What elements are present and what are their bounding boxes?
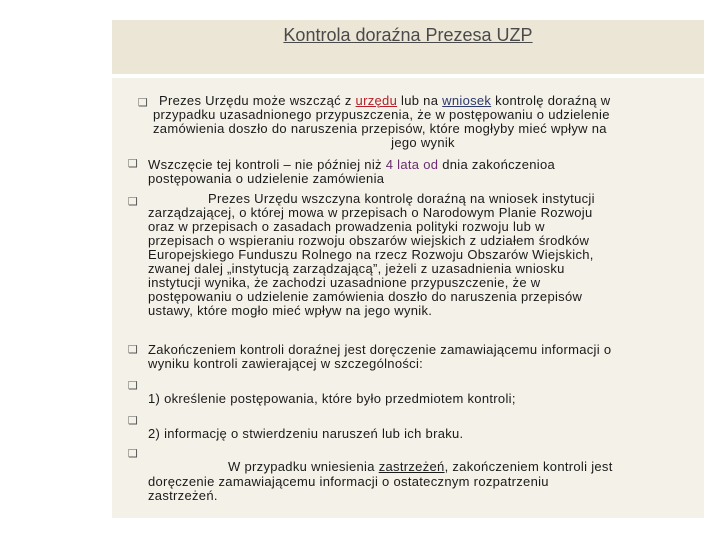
text: W przypadku wniesienia: [228, 459, 379, 474]
paragraph-7-line-2: doręczenie zamawiającemu informacji o ostatecznym rozpatrzeniu: [148, 474, 549, 489]
slide-title: Kontrola doraźna Prezesa UZP: [283, 25, 533, 45]
paragraph-1-line-4: jego wynik: [391, 135, 455, 150]
paragraph-7-line-3: zastrzeżeń.: [148, 488, 218, 503]
paragraph-1-line-3: zamówienia doszło do naruszenia przepisów, które mogłyby mieć wpływ na: [153, 121, 607, 136]
text: kontrolę doraźną w: [491, 93, 611, 108]
paragraph-4-line-2: wyniku kontroli zawierającej w szczególności:: [148, 356, 424, 371]
highlight-4-lata: 4 lata od: [385, 157, 439, 172]
paragraph-3-line: Prezes Urzędu wszczyna kontrolę doraźną na wniosek instytucji: [208, 191, 595, 206]
bullet-icon: ❑: [128, 157, 138, 170]
paragraph-4-line-1: Zakończeniem kontroli doraźnej jest doręczenie zamawiającemu informacji o: [148, 342, 612, 357]
paragraph-2-line-2: postępowania o udzielenie zamówienia: [148, 171, 385, 186]
text: dnia zakończenioa: [438, 157, 556, 172]
bullet-icon: ❑: [128, 343, 138, 356]
text: Wszczęcie tej kontroli – nie później niż: [148, 157, 386, 172]
keyword-zastrzezen: zastrzeżeń: [378, 459, 445, 474]
list-item-2: 2) informację o stwierdzeniu naruszeń lub ich braku.: [148, 426, 464, 441]
bullet-icon: ❑: [128, 414, 138, 427]
keyword-wniosek: wniosek: [442, 93, 492, 108]
paragraph-3-line: zarządzającej, o której mowa w przepisach o Narodowym Planie Rozwoju: [148, 205, 593, 220]
paragraph-3-line: instytucji wynika, że zachodzi uzasadnione przypuszczenie, że w: [148, 275, 541, 290]
paragraph-3-line: oraz w przepisach o zasadach prowadzenia polityki rozwoju lub w: [148, 219, 545, 234]
text: Prezes Urzędu może wszcząć z: [159, 93, 356, 108]
paragraph-3-line: Europejskiego Funduszu Rolnego na rzecz Rozwoju Obszarów Wiejskich,: [148, 247, 594, 262]
paragraph-3-line: przepisach o wspieraniu rozwoju obszarów wiejskich z udziałem środków: [148, 233, 590, 248]
paragraph-1-line-1: [159, 94, 610, 108]
bullet-icon: ❑: [128, 447, 138, 460]
list-item-1: 1) określenie postępowania, które było przedmiotem kontroli;: [148, 391, 516, 406]
bullet-icon: ❑: [128, 195, 138, 208]
title-band: [112, 20, 704, 74]
text: lub na: [397, 93, 443, 108]
paragraph-2-line-1: [148, 158, 555, 172]
paragraph-1-line-2: przypadku uzasadnionego przypuszczenia, że w postępowaniu o udzielenie: [153, 107, 610, 122]
paragraph-3-line: ustawy, które mogło mieć wpływ na jego wynik.: [148, 303, 433, 318]
bullet-icon: ❑: [138, 96, 148, 109]
bullet-icon: ❑: [128, 379, 138, 392]
paragraph-3-line: postępowaniu o udzielenie zamówienia doszło do naruszenia przepisów: [148, 289, 583, 304]
keyword-urzedu: urzędu: [355, 93, 398, 108]
paragraph-7-line-1: [228, 460, 613, 474]
paragraph-3-line: zwanej dalej „instytucją zarządzającą”, jeżeli z uzasadnienia wniosku: [148, 261, 565, 276]
text: , zakończeniem kontroli jest: [444, 459, 613, 474]
